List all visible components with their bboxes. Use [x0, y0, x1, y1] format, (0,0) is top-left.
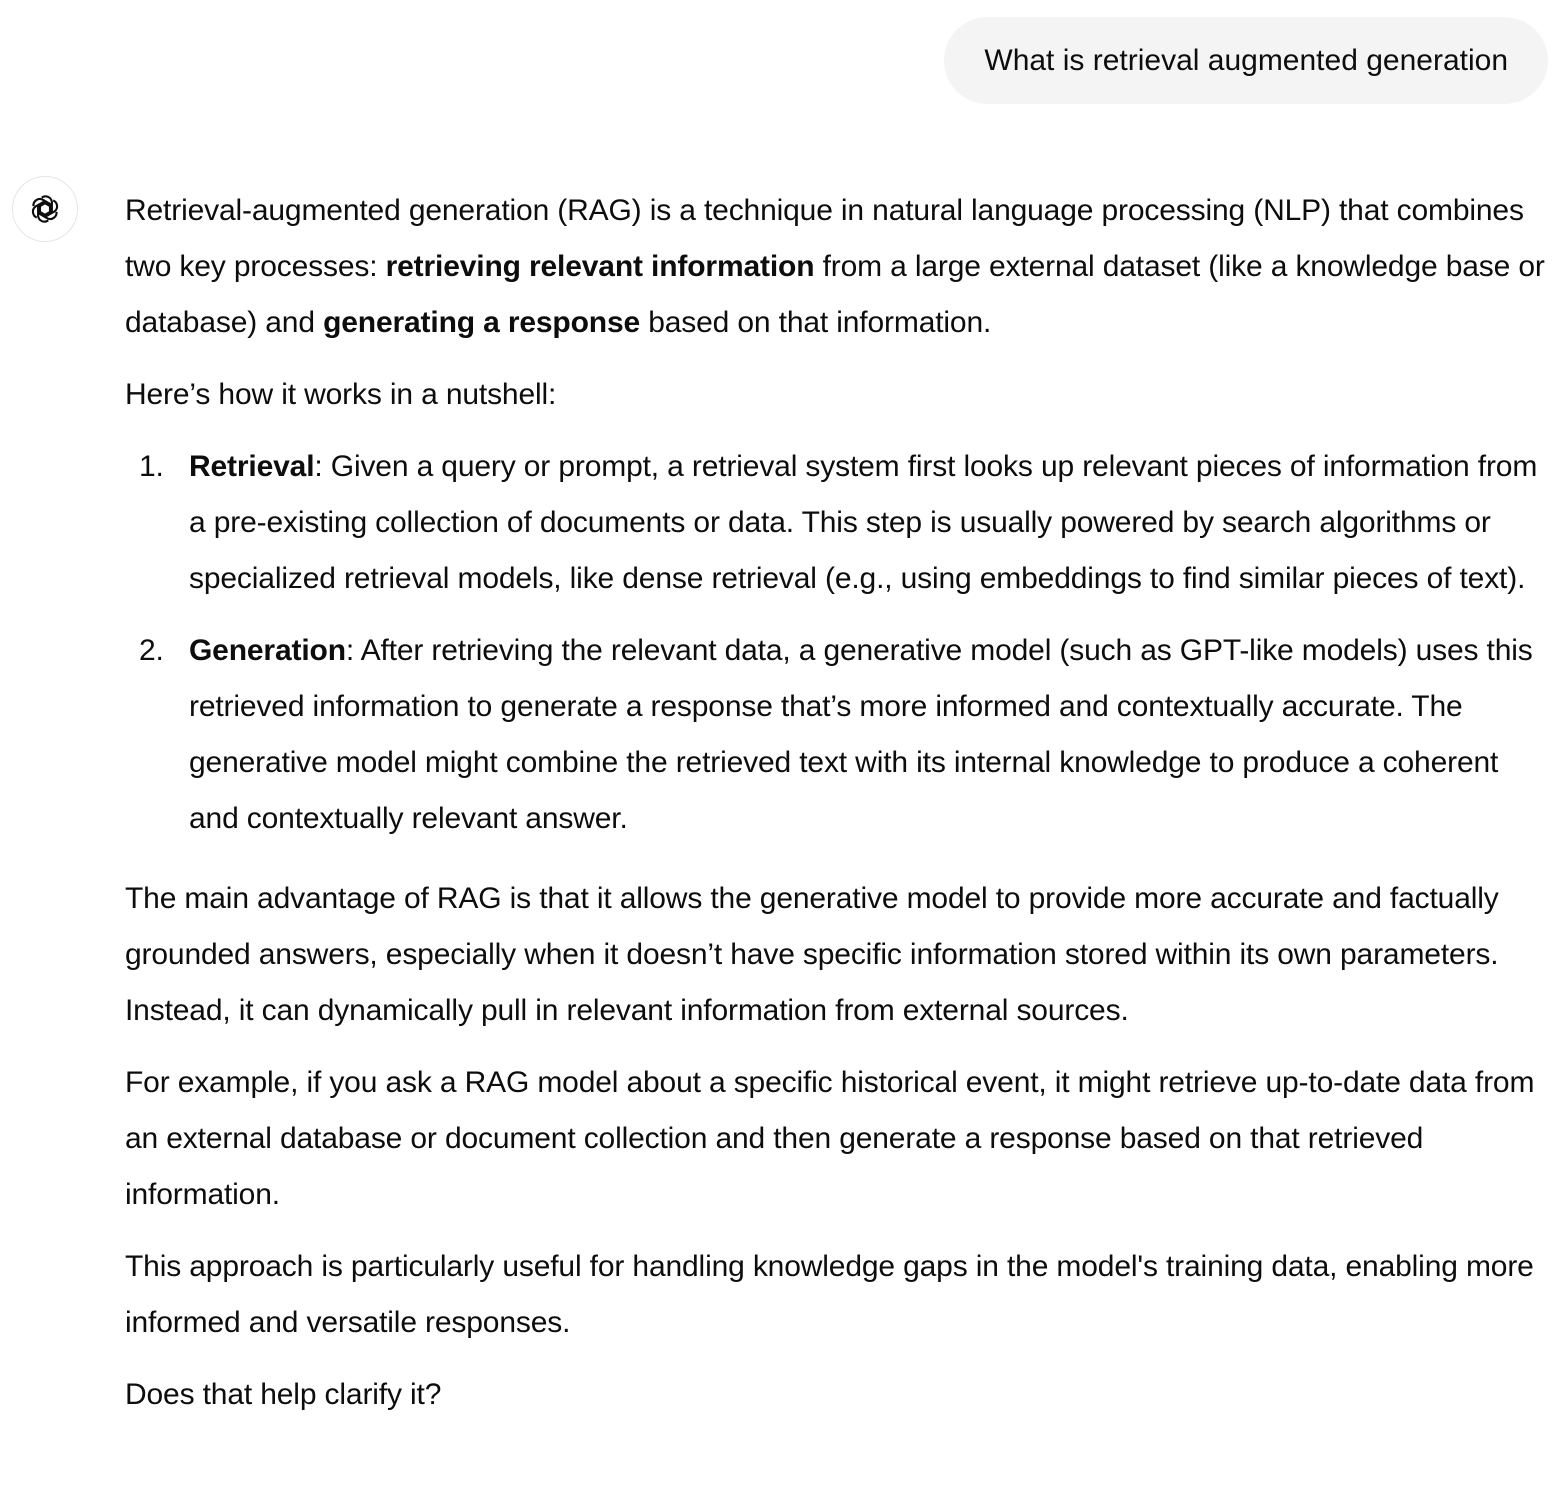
nutshell-paragraph: Here’s how it works in a nutshell: — [125, 378, 557, 411]
closing-paragraph: Does that help clarify it? — [125, 1378, 442, 1411]
intro-bold-generating: generating a response — [323, 306, 641, 339]
assistant-intro-paragraph — [125, 183, 1547, 351]
step-item-generation — [125, 623, 1547, 847]
usefulness-paragraph: This approach is particularly useful for handling knowledge gaps in the model's training data, enabling more informed and versatile responses. — [125, 1250, 1534, 1339]
example-paragraph: For example, if you ask a RAG model about a specific historical event, it might retrieve up-to-date data from an external database or document collection and then generate a response based on that retrieved information. — [125, 1066, 1535, 1211]
step-title: Generation — [189, 634, 346, 667]
intro-text-3: based on that information. — [640, 306, 992, 339]
user-message-text: What is retrieval augmented generation — [984, 43, 1508, 77]
user-message-row — [944, 17, 1548, 104]
step-text: : After retrieving the relevant data, a generative model (such as GPT-like models) uses this retrieved information to generate a response that’s more informed and contextually accurate. The generative model might combine the retrieved text with its internal knowledge to produce a coherent and contextually relevant answer. — [189, 634, 1533, 835]
user-message-bubble — [944, 17, 1548, 104]
step-title: Retrieval — [189, 450, 315, 483]
step-text: : Given a query or prompt, a retrieval system first looks up relevant pieces of information from a pre-existing collection of documents or data. This step is usually powered by search algorithms or specialized retrieval models, like dense retrieval (e.g., using embeddings to find similar pieces of text). — [189, 450, 1538, 595]
step-number: 2. — [139, 634, 164, 667]
advantage-paragraph: The main advantage of RAG is that it allows the generative model to provide more accurate and factually grounded answers, especially when it doesn’t have specific information stored within its own parameters. Instead, it can dynamically pull in relevant information from external sources. — [125, 882, 1499, 1027]
steps-list — [125, 439, 1547, 847]
step-number: 1. — [139, 450, 164, 483]
assistant-message — [125, 183, 1547, 1439]
intro-text-2: from a large external dataset (like a knowledge base or database) and — [125, 250, 1545, 339]
intro-bold-retrieving: retrieving relevant information — [385, 250, 815, 283]
assistant-avatar — [12, 176, 78, 242]
openai-logo-icon — [27, 191, 63, 227]
intro-text-1: Retrieval-augmented generation (RAG) is a technique in natural language processing (NLP) that combines two key processes: — [125, 194, 1524, 283]
step-item-retrieval — [125, 439, 1547, 607]
